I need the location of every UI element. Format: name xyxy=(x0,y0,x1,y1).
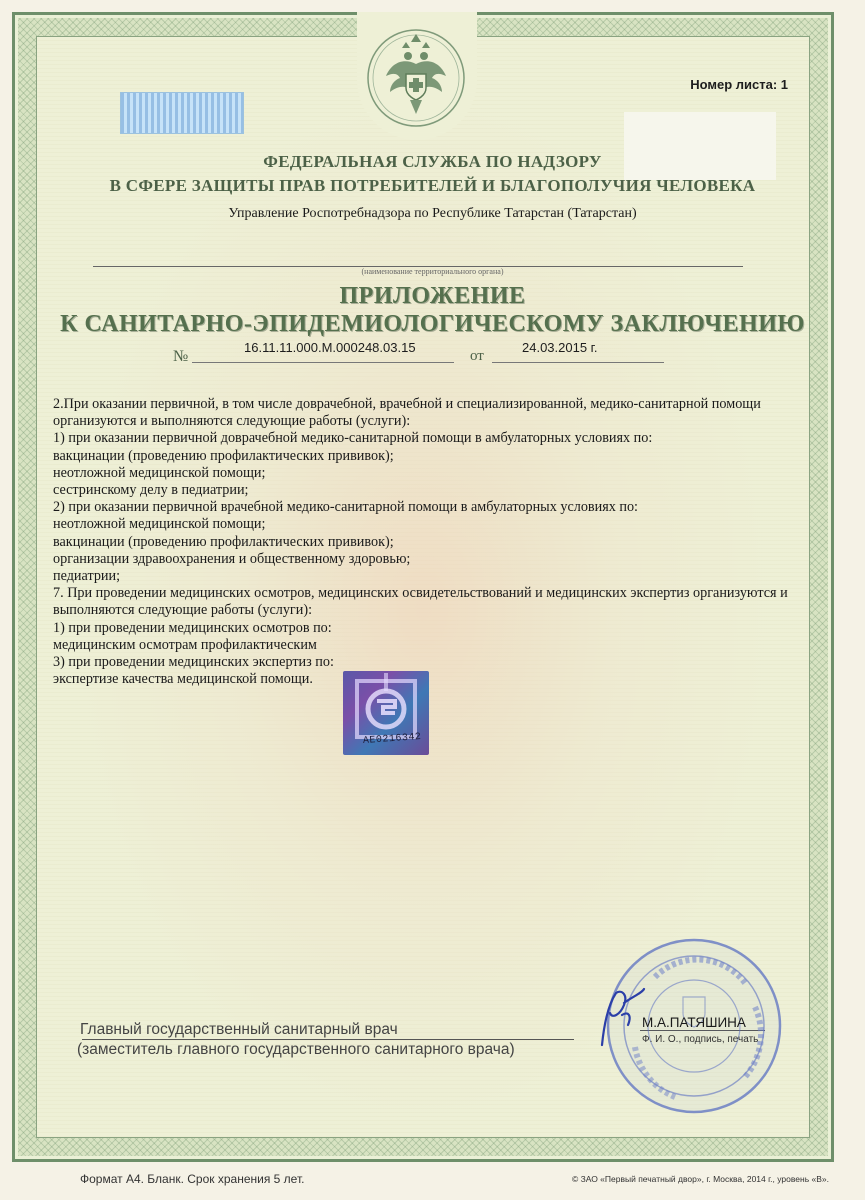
text-line: организуются и выполняются следующие работы (услуги): xyxy=(53,413,411,430)
date-underline xyxy=(492,362,664,363)
text-line: 1) при оказании первичной доврачебной медико-санитарной помощи в амбулаторных условиях по: xyxy=(53,430,653,447)
text-line: 1) при проведении медицинских осмотров по: xyxy=(53,619,332,636)
services-list xyxy=(53,396,793,688)
handwritten-signature xyxy=(598,985,648,1050)
security-hologram-strip xyxy=(120,92,244,134)
hologram-code: AE0216342 xyxy=(362,731,422,748)
document-subtitle: К САНИТАРНО-ЭПИДЕМИОЛОГИЧЕСКОМУ ЗАКЛЮЧЕНИЮ xyxy=(60,311,805,337)
coat-of-arms-icon xyxy=(364,24,468,132)
text-line: экспертизе качества медицинской помощи. xyxy=(53,671,313,688)
text-line: 2) при оказании первичной врачебной медико-санитарной помощи в амбулаторных условиях по: xyxy=(53,499,638,516)
office-caption: (наименование территориального органа) xyxy=(361,267,504,276)
text-line: вакцинации (проведению профилактических прививок); xyxy=(53,533,394,550)
text-line: 2.При оказании первичной, в том числе доврачебной, врачебной и специализированной, медико-санитарной помощи xyxy=(53,396,761,412)
printer-footer: © ЗАО «Первый печатный двор», г. Москва, 2014 г., уровень «В». xyxy=(571,1174,829,1184)
signer-name: М.А.ПАТЯШИНА xyxy=(642,1015,746,1030)
document-title: ПРИЛОЖЕНИЕ xyxy=(339,283,526,309)
date-sign: от xyxy=(470,348,484,364)
agency-name-line1: ФЕДЕРАЛЬНАЯ СЛУЖБА ПО НАДЗОРУ xyxy=(263,152,602,171)
text-line: неотложной медицинской помощи; xyxy=(53,516,266,533)
territorial-office: Управление Роспотребнадзора по Республике Татарстан (Татарстан) xyxy=(228,206,637,221)
text-line: выполняются следующие работы (услуги): xyxy=(53,602,313,619)
text-line: 3) при проведении медицинских экспертиз по: xyxy=(53,654,334,671)
document-date: 24.03.2015 г. xyxy=(522,340,598,355)
text-line: вакцинации (проведению профилактических прививок); xyxy=(53,447,394,464)
text-line: педиатрии; xyxy=(53,568,121,585)
agency-name-line2: В СФЕРЕ ЗАЩИТЫ ПРАВ ПОТРЕБИТЕЛЕЙ И БЛАГОПОЛУЧИЯ ЧЕЛОВЕКА xyxy=(109,176,756,195)
text-line: 7. При проведении медицинских осмотров, медицинских освидетельствований и медицинских экспертиз организуются и xyxy=(53,585,788,602)
signatory-underline xyxy=(82,1039,574,1040)
number-underline xyxy=(192,362,454,363)
form-footer: Формат А4. Бланк. Срок хранения 5 лет. xyxy=(80,1172,305,1186)
number-sign: № xyxy=(173,348,189,365)
document-number: 16.11.11.000.М.000248.03.15 xyxy=(244,340,416,355)
signatory-subtitle: (заместитель главного государственного санитарного врача) xyxy=(77,1041,515,1058)
sheet-number: Номер листа: 1 xyxy=(690,77,788,92)
signer-caption: Ф. И. О., подпись, печать xyxy=(642,1034,759,1045)
text-line: неотложной медицинской помощи; xyxy=(53,464,266,481)
signatory-title: Главный государственный санитарный врач xyxy=(80,1021,398,1038)
text-line: медицинским осмотрам профилактическим xyxy=(53,636,317,653)
text-line: организации здравоохранения и общественному здоровью; xyxy=(53,550,411,567)
text-line: сестринскому делу в педиатрии; xyxy=(53,482,249,499)
